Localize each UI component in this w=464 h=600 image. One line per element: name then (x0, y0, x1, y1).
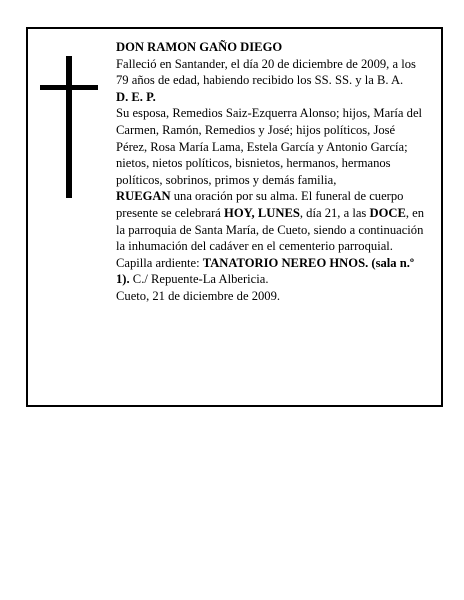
funeral-day: HOY, LUNES (224, 205, 300, 220)
chapel-name: TANATORIO NEREO HNOS. (sala n.º 1). (116, 255, 415, 287)
cross-vertical-bar (66, 56, 72, 198)
request-text-1: una oración por su alma. El funeral de cuerpo presente se celebrará (116, 189, 404, 220)
funeral-request (116, 188, 426, 288)
family-list: Su esposa, Remedios Saiz-Ezquerra Alonso; hijos, María del Carmen, Ramón, Remedios y José; hijos políticos, José Pérez, Rosa María Lama, Estela García y Antonio García; nietos, nietos políticos, bisnietos, hermanos, hermanos políticos, sobrinos, primos y demás familia, (116, 106, 423, 187)
rip-line: D. E. P. (116, 89, 156, 104)
cross-icon (40, 56, 98, 198)
deceased-name: DON RAMON GAÑO DIEGO (116, 40, 283, 54)
funeral-hour: DOCE (369, 205, 406, 220)
obituary-notice (26, 27, 443, 407)
request-text-2: , día 21, a las (299, 205, 370, 220)
notice-text (116, 39, 426, 305)
cross-horizontal-bar (40, 85, 98, 90)
request-text-3: , en la parroquia de Santa María, de Cueto, siendo a continuación la inhumación del cadáver en el cementerio parroquial. Capilla ardiente: (116, 205, 425, 270)
ruegan-word: RUEGAN (116, 189, 171, 204)
request-text-4: C./ Repuente-La Albericia. (129, 272, 269, 287)
death-announcement: Falleció en Santander, el día 20 de diciembre de 2009, a los 79 años de edad, habiendo recibido los SS. SS. y la B. A. (116, 56, 416, 88)
place-date: Cueto, 21 de diciembre de 2009. (116, 288, 281, 303)
